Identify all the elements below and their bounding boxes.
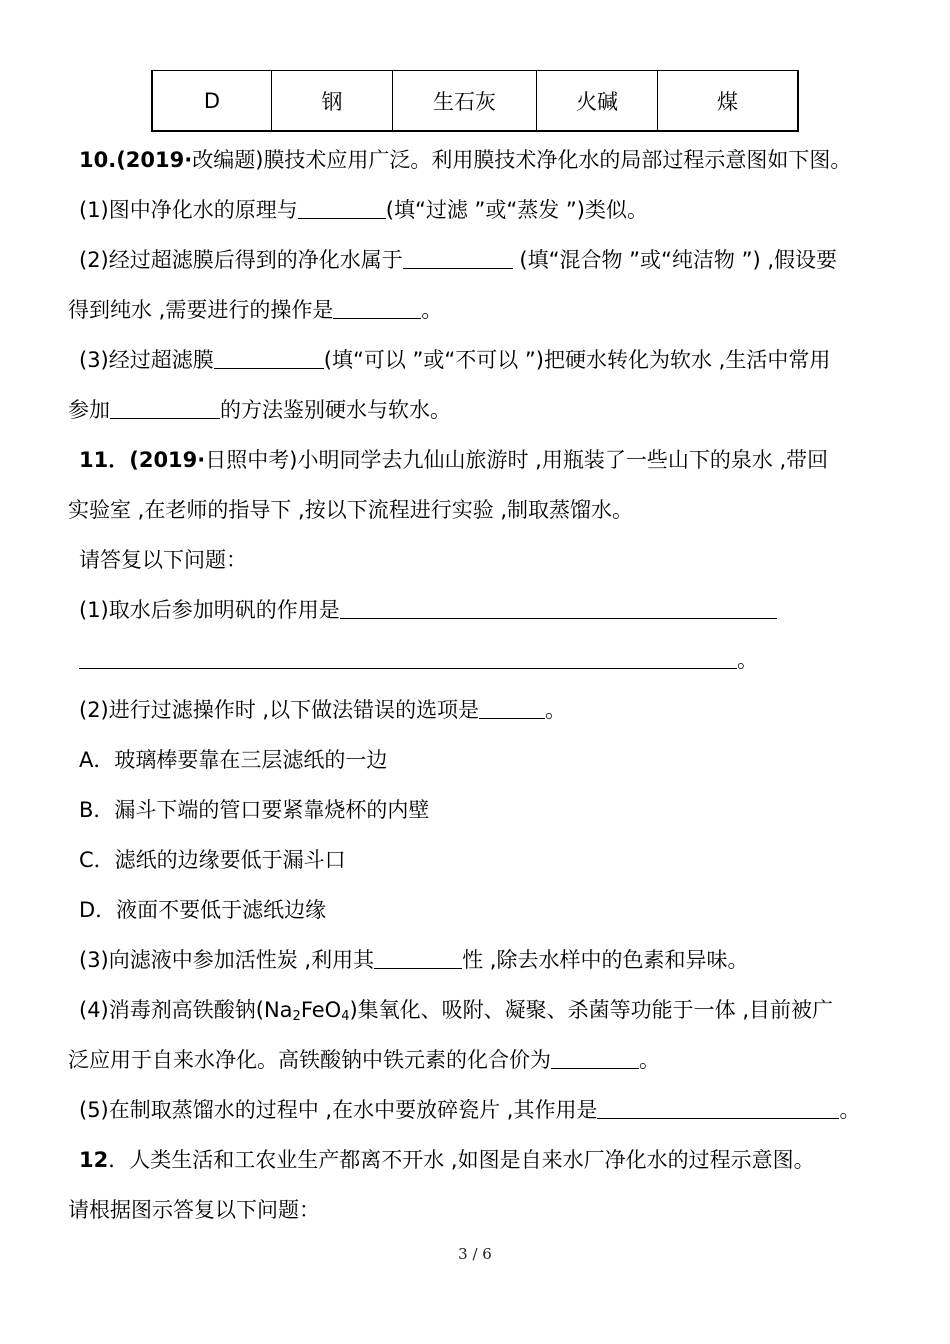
text-run: 参加 xyxy=(68,398,110,422)
text-run: 。 xyxy=(839,1098,861,1122)
table-row xyxy=(152,71,798,132)
q10-part3 xyxy=(79,345,890,375)
answer-blank[interactable] xyxy=(79,646,737,669)
answer-blank[interactable] xyxy=(298,196,386,219)
text-run: (填“可以 ”或“不可以 ”)把硬水转化为软水 ,生活中常用 xyxy=(323,348,831,372)
answer-blank[interactable] xyxy=(479,696,545,719)
q10-source-year: (2019· xyxy=(116,148,193,172)
q11-option-b: B．漏斗下端的管口要紧靠烧杯的内壁 xyxy=(79,798,430,822)
q11-stem-cont: 实验室 ,在老师的指导下 ,按以下流程进行实验 ,制取蒸馏水。 xyxy=(68,498,634,522)
q11-part4 xyxy=(79,995,890,1032)
page-number: 3 / 6 xyxy=(458,1245,492,1263)
text-run: 。 xyxy=(421,298,443,322)
text-run: (5)在制取蒸馏水的过程中 ,在水中要放碎瓷片 ,其作用是 xyxy=(79,1098,598,1122)
q10-part3-cont xyxy=(68,395,890,425)
table-cell: 煤 xyxy=(717,89,738,114)
q11-ask: 请答复以下问题： xyxy=(79,548,247,572)
q11-part2 xyxy=(79,695,890,725)
text-run: 小明同学去九仙山旅游时 ,用瓶装了一些山下的泉水 ,带回 xyxy=(297,448,829,472)
text-run: 泛应用于自来水净化。高铁酸钠中铁元素的化合价为 xyxy=(68,1048,551,1072)
text-run: 。 xyxy=(545,698,567,722)
answer-blank[interactable] xyxy=(340,596,777,619)
text-run: (填“过滤 ”或“蒸发 ”)类似。 xyxy=(385,198,649,222)
q11-option-c: C．滤纸的边缘要低于漏斗口 xyxy=(79,848,346,872)
text-run: 的方法鉴别硬水与软水。 xyxy=(220,398,451,422)
q12-number: 12 xyxy=(79,1148,109,1172)
q11-part3 xyxy=(79,945,890,975)
q11-option-a: A．玻璃棒要靠在三层滤纸的一边 xyxy=(79,748,388,772)
text-run: 性 ,除去水样中的色素和异味。 xyxy=(462,948,749,972)
answer-blank[interactable] xyxy=(403,246,513,269)
q11-stem xyxy=(79,445,890,475)
q10-part2 xyxy=(79,245,890,275)
text-run: 。 xyxy=(639,1048,660,1072)
text-run: (4)消毒剂高铁酸钠(Na xyxy=(79,998,293,1022)
q12-stem xyxy=(79,1145,890,1175)
text-run: )集氧化、吸附、凝聚、杀菌等功能于一体 ,目前被广 xyxy=(349,998,834,1022)
q10-stem xyxy=(79,145,890,175)
q11-source: 日照中考) xyxy=(205,448,298,472)
q11-part5 xyxy=(79,1095,890,1125)
answer-options-table xyxy=(151,70,799,132)
answer-blank[interactable] xyxy=(110,396,220,419)
subscript: 4 xyxy=(341,1009,350,1024)
text-run: (1)取水后参加明矾的作用是 xyxy=(79,598,340,622)
q11-part1-cont xyxy=(79,645,890,675)
text-run: (2)经过超滤膜后得到的净化水属于 xyxy=(79,248,403,272)
text-run: 得到纯水 ,需要进行的操作是 xyxy=(68,298,334,322)
table-cell: 钢 xyxy=(272,71,393,132)
answer-blank[interactable] xyxy=(597,1096,839,1119)
q11-number: 11 xyxy=(79,448,109,472)
table-cell-option: D xyxy=(152,71,272,132)
text-run: 。 xyxy=(737,648,758,672)
answer-blank[interactable] xyxy=(214,346,324,369)
answer-blank[interactable] xyxy=(333,296,421,319)
text-run: (1)图中净化水的原理与 xyxy=(79,198,298,222)
q11-part1 xyxy=(79,595,890,625)
text-run: ．人类生活和工农业生产都离不开水 ,如图是自来水厂净化水的过程示意图。 xyxy=(108,1148,815,1172)
q10-number: 10. xyxy=(79,148,117,172)
q10-part2-cont xyxy=(68,295,890,325)
q11-option-d: D．液面不要低于滤纸边缘 xyxy=(79,898,327,922)
text-run: (3)向滤液中参加活性炭 ,利用其 xyxy=(79,948,375,972)
q10-source: 改编题) xyxy=(192,148,264,172)
answer-blank[interactable] xyxy=(374,946,462,969)
q10-stem-text: 膜技术应用广泛。利用膜技术净化水的局部过程示意图如下图。 xyxy=(263,148,852,172)
q12-stem-cont: 请根据图示答复以下问题： xyxy=(68,1198,320,1222)
q11-source-year: ．(2019· xyxy=(108,448,206,472)
table-cell: 火碱 xyxy=(537,71,658,132)
subscript: 2 xyxy=(292,1009,301,1024)
text-run: FeO xyxy=(300,998,342,1022)
table-cell: 生石灰 xyxy=(393,71,537,132)
answer-blank[interactable] xyxy=(551,1046,639,1069)
q10-part1 xyxy=(79,195,890,225)
q11-part4-cont xyxy=(68,1045,890,1075)
text-run: (2)进行过滤操作时 ,以下做法错误的选项是 xyxy=(79,698,480,722)
text-run: (填“混合物 ”或“纯洁物 ”) ,假设要 xyxy=(512,248,838,272)
text-run: (3)经过超滤膜 xyxy=(79,348,214,372)
